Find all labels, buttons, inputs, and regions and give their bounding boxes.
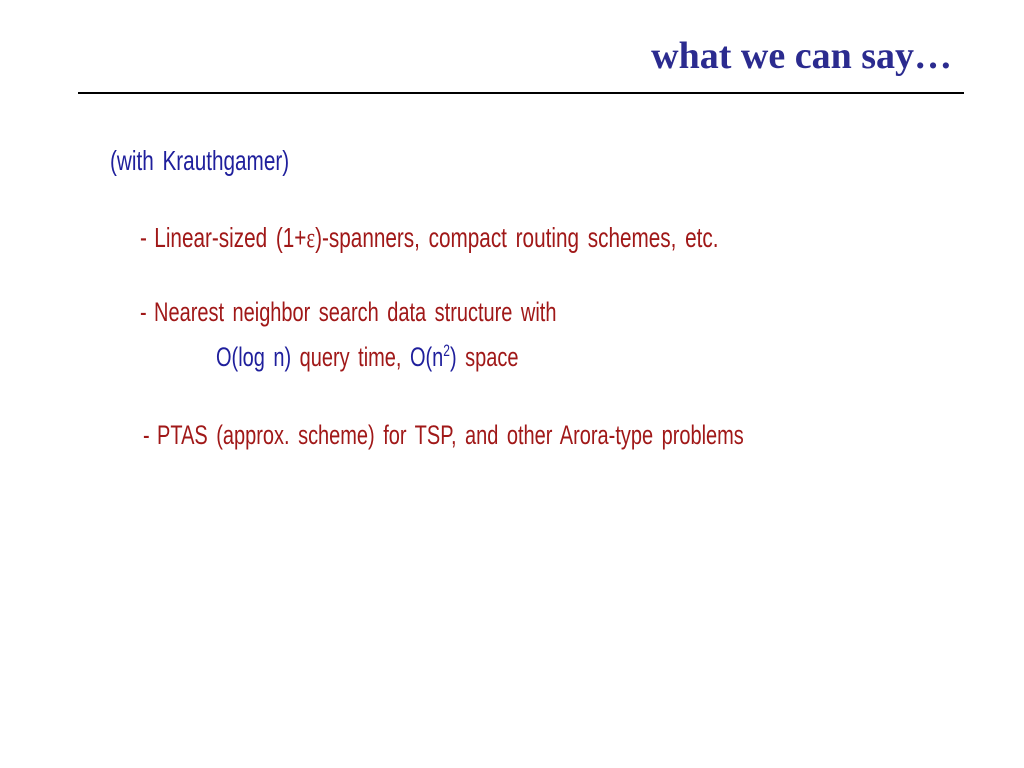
bullet-text: PTAS (approx. scheme) for TSP, and other Arora-type problems xyxy=(157,420,744,450)
credit-line: (with Krauthgamer) xyxy=(110,145,290,176)
bullet-spanners xyxy=(140,222,719,255)
space-label: space xyxy=(456,342,519,372)
bullet-nearest-neighbor-detail xyxy=(216,342,518,373)
bullet-marker: - xyxy=(143,420,150,450)
epsilon-symbol: ε xyxy=(306,223,316,254)
space-complexity: $O(n^2)$ xyxy=(409,342,457,372)
bullet-text: Nearest neighbor search data structure with xyxy=(154,297,557,327)
slide-title: what we can say… xyxy=(651,35,952,77)
query-time-label: query time, xyxy=(291,342,410,372)
title-divider xyxy=(78,92,964,94)
bullet-marker: - xyxy=(140,297,147,327)
bullet-marker: - xyxy=(140,222,147,253)
bullet-text-part1: Linear-sized (1+ xyxy=(154,222,307,253)
bullet-text-part2: )-spanners, compact routing schemes, etc. xyxy=(315,222,719,253)
bullet-ptas xyxy=(143,420,744,451)
query-time-complexity: O(log n) xyxy=(216,342,292,372)
space-exponent: 2 xyxy=(443,342,450,360)
bullet-nearest-neighbor xyxy=(140,297,556,328)
